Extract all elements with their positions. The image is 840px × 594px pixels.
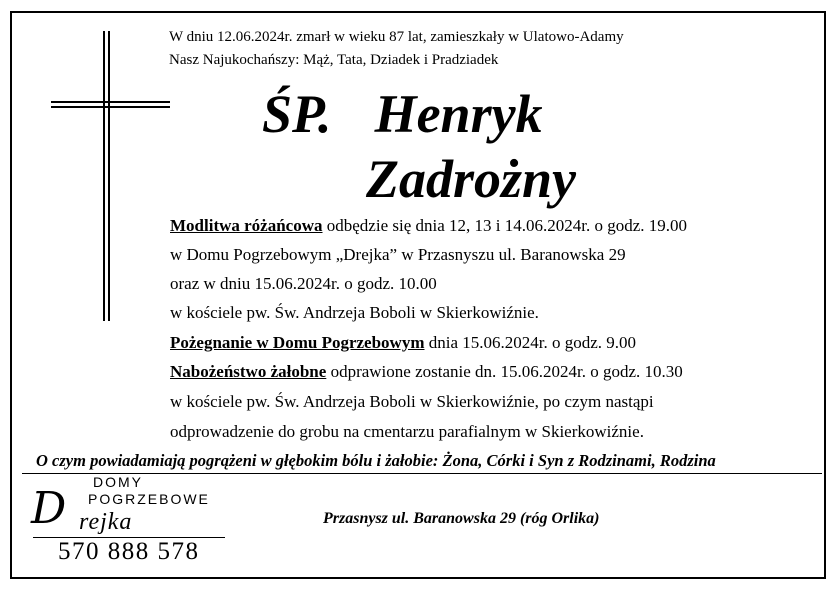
logo-name: rejka <box>79 509 133 535</box>
rosary-label: Modlitwa różańcowa <box>170 216 323 235</box>
farewell-label: Pożegnanie w Domu Pogrzebowym <box>170 333 425 352</box>
deceased-first-name: Henryk <box>374 84 543 144</box>
family-role: Nasz Najukochańszy: Mąż, Tata, Dziadek i Pradziadek <box>169 52 499 68</box>
burial-info: odprowadzenie do grobu na cmentarzu parafialnym w Skierkowiźnie. <box>170 422 644 441</box>
death-info: W dniu 12.06.2024r. zmarł w wieku 87 lat, zamieszkały w Ulatowo-Adamy <box>169 29 624 45</box>
rosary-extra-date: oraz w dniu 15.06.2024r. o godz. 10.00 <box>170 274 437 293</box>
mass-location: w kościele pw. Św. Andrzeja Boboli w Skierkowiźnie, po czym nastąpi <box>170 392 654 411</box>
funeral-home-phone: 570 888 578 <box>58 538 200 565</box>
farewell-line <box>170 334 636 351</box>
mass-text: odprawione zostanie dn. 15.06.2024r. o godz. 10.30 <box>326 362 683 381</box>
mass-label: Nabożeństwo żałobne <box>170 362 327 381</box>
mourners-notice: O czym powiadamiają pogrążeni w głębokim bólu i żałobie: Żona, Córki i Syn z Rodzinami, Rodzina <box>36 451 716 470</box>
cross-horizontal-bar <box>51 101 170 108</box>
cross-vertical-bar <box>103 31 110 321</box>
rosary-location: w Domu Pogrzebowym „Drejka” w Przasnyszu ul. Baranowska 29 <box>170 245 626 264</box>
rosary-extra-location: w kościele pw. Św. Andrzeja Boboli w Skierkowiźnie. <box>170 303 539 322</box>
funeral-home-address: Przasnysz ul. Baranowska 29 (róg Orlika) <box>323 510 600 527</box>
rosary-text: odbędzie się dnia 12, 13 i 14.06.2024r. o godz. 19.00 <box>322 216 688 235</box>
logo-domy: DOMY <box>93 474 143 490</box>
deceased-last-name: Zadrożny <box>366 149 577 209</box>
mass-line <box>170 363 683 380</box>
logo-pogrzebowe: POGRZEBOWE <box>88 491 210 507</box>
deceased-prefix: ŚP. <box>262 84 332 144</box>
farewell-text: dnia 15.06.2024r. o godz. 9.00 <box>424 333 637 352</box>
rosary-line <box>170 217 687 234</box>
deceased-first-line <box>262 84 543 144</box>
logo-initial: D <box>31 483 67 534</box>
